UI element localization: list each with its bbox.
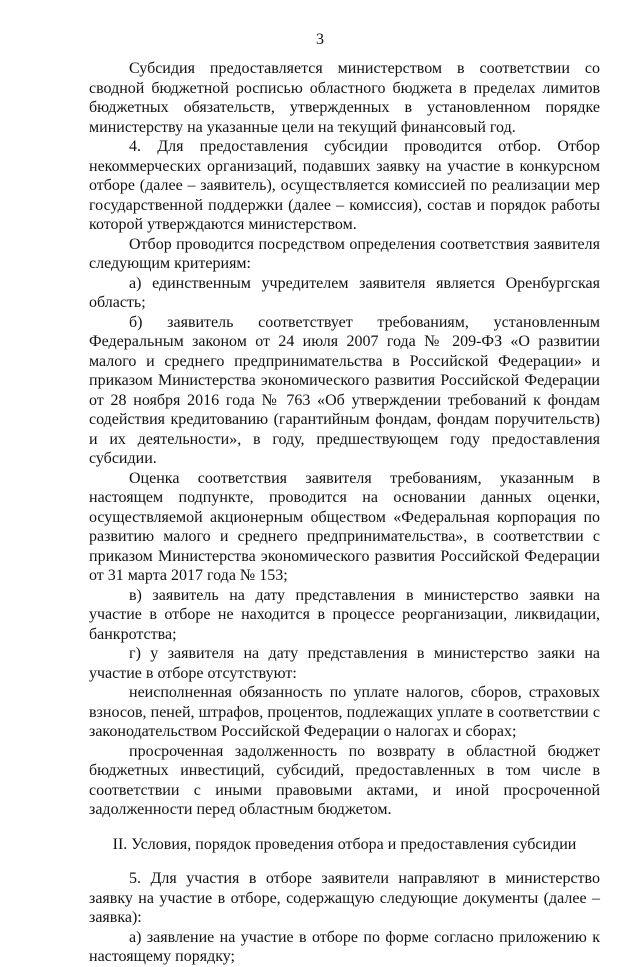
paragraph-item-5-application: 5. Для участия в отборе заявители направляют в министерство заявку на участие в отборе, содержащую следующие документы (далее – заявка): [89, 870, 600, 926]
paragraph-overdue-debt: просроченная задолженность по возврату в областной бюджет бюджетных инвестиций, субсидий, предоставленных в том числе в соответствии с иными правовыми актами, и иной просроченной задолженности перед областным бюджетом. [89, 742, 600, 818]
paragraph-item-5-a: а) заявление на участие в отборе по форме согласно приложению к настоящему порядку; [89, 928, 600, 965]
paragraph-criterion-b-assessment: Оценка соответствия заявителя требованиям, указанным в настоящем подпункте, проводится на основании данных оценки, осуществляемой акционерным обществом «Федеральная корпорация по развитию малого и среднего предпринимательства», в соответствии с приказом Министерства экономического развития Российской Федерации от 31 марта 2017 года № 153; [89, 469, 600, 584]
section-heading: II. Условия, порядок проведения отбора и предоставления субсидии [112, 835, 577, 853]
paragraph-criteria-intro: Отбор проводится посредством определения соответствия заявителя следующим критериям: [89, 235, 600, 272]
paragraph-criterion-a: а) единственным учредителем заявителя является Оренбургская область; [89, 274, 600, 311]
document-body [89, 59, 600, 967]
paragraph-subsidy-budget: Субсидия предоставляется министерством в соответствии со сводной бюджетной росписью областного бюджета в пределах лимитов бюджетных обязательств, утвержденных в установленном порядке министерству на указанные цели на текущий финансовый год. [89, 60, 600, 136]
paragraph-criterion-g: г) у заявителя на дату представления в министерство заяки на участие в отборе отсутствуют: [89, 645, 600, 682]
paragraph-unpaid-obligations: неисполненная обязанность по уплате налогов, сборов, страховых взносов, пеней, штрафов, процентов, подлежащих уплате в соответствии с законодательством Российской Федерации о налогах и сборах; [89, 684, 600, 740]
paragraph-criterion-v: в) заявитель на дату представления в министерство заявки на участие в отборе не находится в процессе реорганизации, ликвидации, банкротства; [89, 586, 600, 643]
page-number: 3 [316, 31, 324, 48]
paragraph-criterion-b: б) заявитель соответствует требованиям, установленным Федеральным законом от 24 июля 2007 года № 209-ФЗ «О развитии малого и среднего предпринимательства в Российской Федерации» и приказом Министерства экономического развития Российской Федерации от 28 ноября 2016 года № 763 «Об утверждении требований к фондам содействия кредитованию (гарантийным фондам, фондам поручительств) и их деятельности», в году, предшествующем году предоставления субсидии. [89, 313, 600, 467]
paragraph-item-4-selection: 4. Для предоставления субсидии проводится отбор. Отбор некоммерческих организаций, подавших заявку на участие в конкурсном отборе (далее – заявитель), осуществляется комиссией по реализации мер государственной поддержки (далее – комиссия), состав и порядок работы которой утверждаются министерством. [89, 138, 600, 233]
